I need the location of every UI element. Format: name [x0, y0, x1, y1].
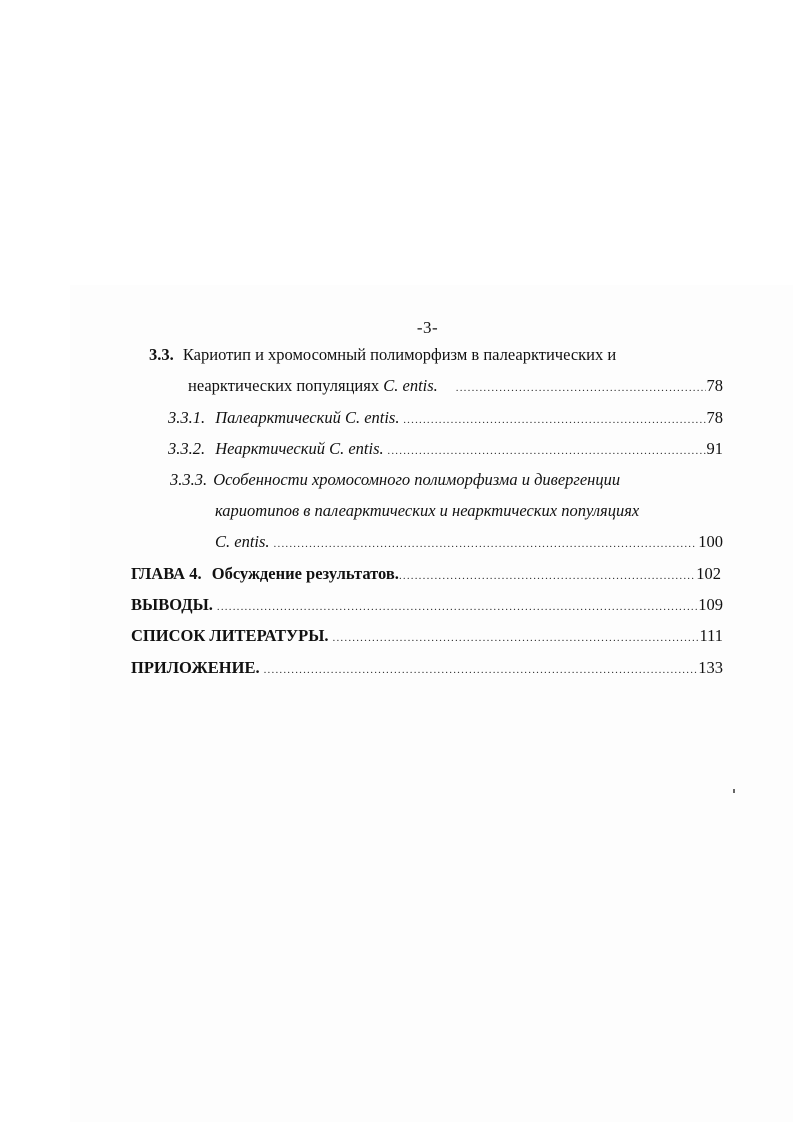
toc-entry-3-3-line1: [149, 344, 616, 366]
toc-page-number: 102: [696, 564, 721, 583]
toc-entry-appendix[interactable]: [131, 657, 723, 679]
dot-leader: [264, 659, 698, 681]
toc-entry-title: СПИСОК ЛИТЕРАТУРЫ.: [131, 626, 329, 645]
toc-entry-3-3-3-line3[interactable]: [215, 531, 723, 553]
toc-page-number: 111: [699, 626, 723, 645]
toc-page-number: 100: [698, 532, 723, 551]
toc-entry-title: ВЫВОДЫ.: [131, 595, 213, 614]
toc-chapter-title: Обсуждение результатов.: [211, 564, 399, 583]
toc-section-number: 3.3.1.: [168, 408, 206, 427]
toc-entry-conclusions[interactable]: [131, 594, 723, 616]
species-name: C. entis.: [215, 532, 270, 551]
toc-section-title: Особенности хромосомного полиморфизма и дивергенции: [213, 470, 621, 489]
toc-section-title: Палеарктический C. entis.: [215, 408, 400, 427]
toc-section-number: 3.3.3.: [170, 470, 208, 489]
toc-entry-3-3-2[interactable]: [168, 438, 723, 460]
toc-entry-title: ПРИЛОЖЕНИЕ.: [131, 658, 260, 677]
toc-section-number: 3.3.2.: [168, 439, 206, 458]
toc-section-title: Кариотип и хромосомный полиморфизм в палеарктических и: [182, 345, 617, 364]
toc-entry-3-3-3-line1: [170, 469, 620, 491]
dot-leader: [403, 409, 705, 431]
toc-page-number: 78: [706, 408, 723, 427]
scan-speck: [733, 789, 735, 793]
toc-page-number: 133: [698, 658, 723, 677]
toc-chapter-number: ГЛАВА 4.: [131, 564, 202, 583]
dot-leader: [333, 627, 699, 649]
toc-section-title: Неарктический C. entis.: [215, 439, 384, 458]
toc-entry-label: [131, 563, 399, 585]
dot-leader: [399, 565, 695, 587]
toc-entry-references[interactable]: [131, 625, 723, 647]
dot-leader: [456, 377, 706, 399]
toc-section-number: 3.3.: [149, 345, 174, 364]
toc-entry-3-3-3-line2: [215, 500, 639, 522]
toc-entry-3-3-line2[interactable]: [188, 375, 723, 397]
toc-entry-chapter-4[interactable]: [131, 563, 721, 585]
dot-leader: [217, 596, 697, 618]
page-number: -3-: [416, 318, 439, 337]
toc-entry-3-3-1[interactable]: [168, 407, 723, 429]
dot-leader: [388, 440, 706, 462]
toc-entry-label: [168, 407, 399, 429]
toc-entry-label: [168, 438, 384, 460]
toc-page-number: 78: [706, 376, 723, 395]
toc-entry-text: неарктических популяциях: [188, 376, 384, 395]
toc-section-title-continued: кариотипов в палеарктических и неарктических популяциях: [215, 501, 640, 520]
dot-leader: [274, 533, 698, 555]
toc-page-number: 109: [698, 595, 723, 614]
toc-entry-label: [188, 375, 438, 397]
toc-page-number: 91: [706, 439, 723, 458]
species-name: C. entis.: [383, 376, 438, 395]
